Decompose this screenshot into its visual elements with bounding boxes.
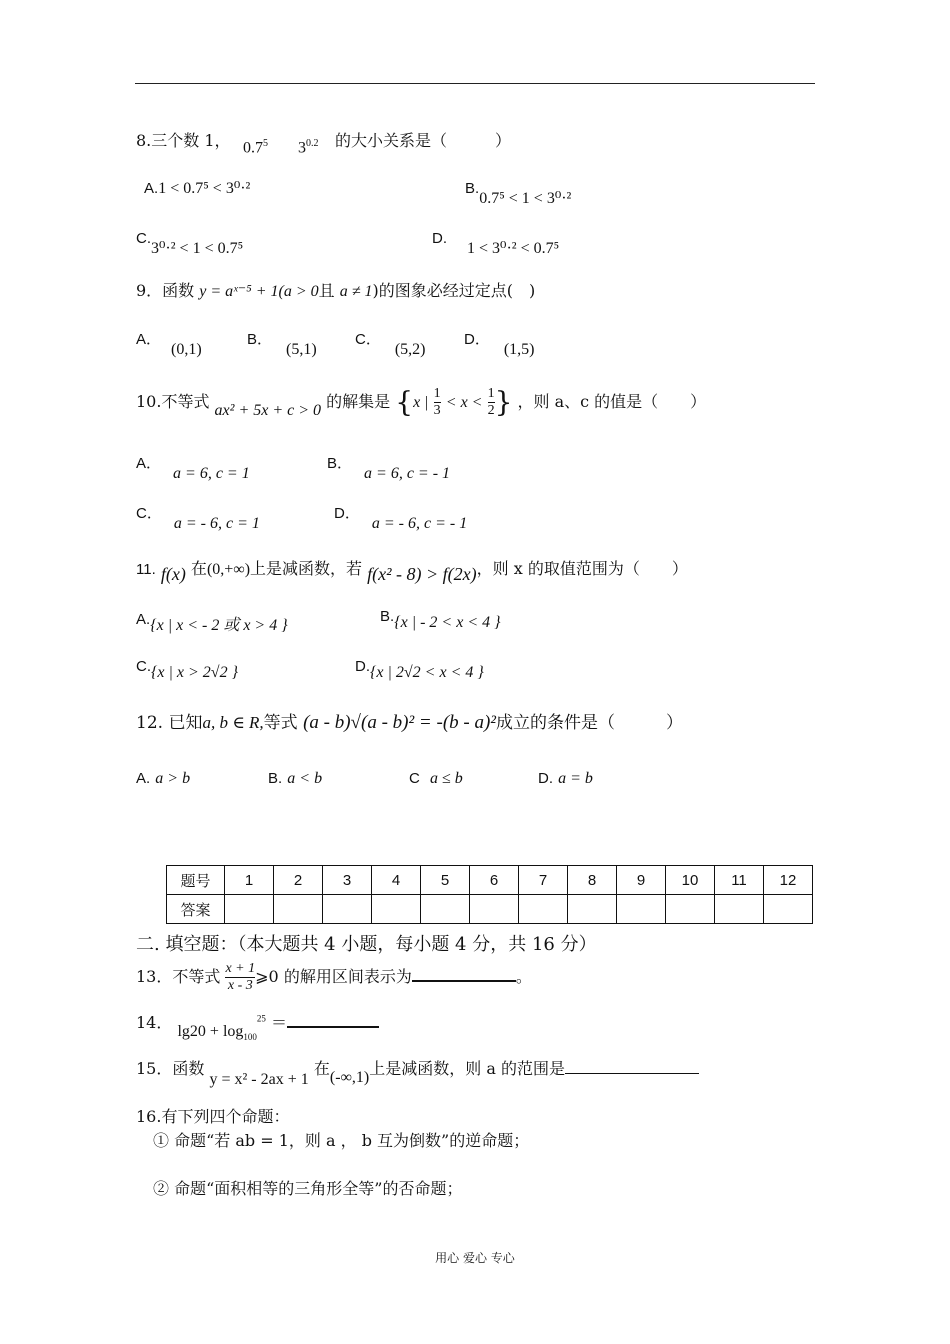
answer-table	[166, 865, 813, 924]
q11-option-c: C.{x | x > 2√2 }	[136, 658, 238, 681]
q10-option-b: B．a = 6, c = - 1	[327, 455, 451, 482]
table-cell: 2	[274, 866, 323, 895]
answer-cell[interactable]	[274, 895, 323, 924]
answer-cell[interactable]	[421, 895, 470, 924]
q9-option-a: A．(0,1)	[136, 331, 202, 358]
answer-cell[interactable]	[617, 895, 666, 924]
q8-option-c: C.3⁰·² < 1 < 0.7⁵	[136, 230, 244, 257]
q8-tail: 的大小关系是（ ）	[335, 131, 512, 150]
q10-option-a: A．a = 6, c = 1	[136, 455, 250, 482]
q9-option-c: C．(5,2)	[355, 331, 426, 358]
q12-option-c: C a ≤ b	[409, 770, 463, 787]
q14-answer-blank[interactable]	[287, 1026, 379, 1028]
q12-option-d: D. a = b	[538, 770, 593, 787]
q16-stem: 16.有下列四个命题：	[136, 1107, 290, 1126]
answer-cell[interactable]	[764, 895, 813, 924]
q15-line: 15．函数 y = x² - 2ax + 1 在(-∞,1)上是减函数，则 a 的范围是	[136, 1056, 699, 1079]
q12-option-b: B. a < b	[268, 770, 323, 787]
q8-option-a: A.1 < 0.7⁵ < 3⁰·²	[144, 180, 251, 197]
q16-item-2: ② 命题“面积相等的三角形全等”的否命题；	[153, 1179, 463, 1198]
answer-cell[interactable]	[323, 895, 372, 924]
q8-term1: $0.7^5$	[243, 138, 268, 157]
q11-option-b: B.{x | - 2 < x < 4 }	[380, 608, 501, 631]
q14-line: 14． $\lg 20 + \log_{100}^{25}$ ＝	[136, 1010, 379, 1034]
table-cell: 3	[323, 866, 372, 895]
q12-line: 12. 已知a, b ∈ R,等式 (a - b)√(a - b)² = -(b - a)²成立的条件是（ ）	[136, 712, 683, 733]
q11-line: 11. f(x) 在(0,+∞)上是减函数，若 f(x² - 8) > f(2x)，则 x 的取值范围为（ ）	[136, 559, 688, 584]
q10-line: 10.不等式 ax² + 5x + c > 0 的解集是 {x | $\frac{1}{3}$ < x < $\frac{1}{2}$ } ，则 a、c 的值是（ ）	[136, 385, 707, 419]
q11-option-d: D.{x | 2√2 < x < 4 }	[355, 658, 484, 681]
table-row-numbers	[167, 866, 813, 895]
answer-cell[interactable]	[470, 895, 519, 924]
table-cell: 11	[715, 866, 764, 895]
q9-option-d: D．(1,5)	[464, 331, 535, 358]
top-rule	[135, 83, 815, 84]
table-header-answer: 答案	[167, 895, 225, 924]
section-2-heading: 二. 填空题：（本大题共 4 小题，每小题 4 分，共 16 分）	[136, 934, 597, 955]
answer-cell[interactable]	[225, 895, 274, 924]
q10-option-d: D．a = - 6, c = - 1	[334, 505, 468, 532]
table-cell: 4	[372, 866, 421, 895]
answer-cell[interactable]	[715, 895, 764, 924]
q8-stem: 8.三个数 1，	[136, 131, 231, 150]
table-cell: 10	[666, 866, 715, 895]
table-cell: 5	[421, 866, 470, 895]
q12-option-a: A. a > b	[136, 770, 191, 787]
q15-answer-blank[interactable]	[565, 1073, 699, 1074]
table-cell: 7	[519, 866, 568, 895]
table-cell: 9	[617, 866, 666, 895]
page-footer: 用心 爱心 专心	[435, 1251, 515, 1265]
q8-term2: $3^{0.2}$	[298, 138, 319, 157]
answer-cell[interactable]	[568, 895, 617, 924]
q8-option-b: B.0.7⁵ < 1 < 3⁰·²	[465, 180, 572, 207]
q13-line: 13．不等式 $\frac{x + 1}{x - 3}$ ⩾0 的解用区间表示为 。	[136, 961, 532, 993]
table-header-number: 题号	[167, 866, 225, 895]
table-cell: 8	[568, 866, 617, 895]
answer-cell[interactable]	[519, 895, 568, 924]
q8-option-d: D.1 < 3⁰·² < 0.7⁵	[432, 230, 560, 257]
q9-line: 9．函数 y = aˣ⁻⁵ + 1(a > 0且 a ≠ 1)的图象必经过定点( )	[136, 281, 536, 300]
table-row-answers	[167, 895, 813, 924]
q9-option-b: B．(5,1)	[247, 331, 317, 358]
table-cell: 6	[470, 866, 519, 895]
q11-option-a: A.{x | x < - 2 或 x > 4 }	[136, 611, 288, 634]
q10-option-c: C．a = - 6, c = 1	[136, 505, 260, 532]
answer-cell[interactable]	[372, 895, 421, 924]
q13-answer-blank[interactable]	[412, 980, 516, 982]
q16-item-1: ① 命题“若 ab = 1，则 a ， b 互为倒数”的逆命题；	[153, 1131, 530, 1150]
table-cell: 12	[764, 866, 813, 895]
answer-cell[interactable]	[666, 895, 715, 924]
table-cell: 1	[225, 866, 274, 895]
